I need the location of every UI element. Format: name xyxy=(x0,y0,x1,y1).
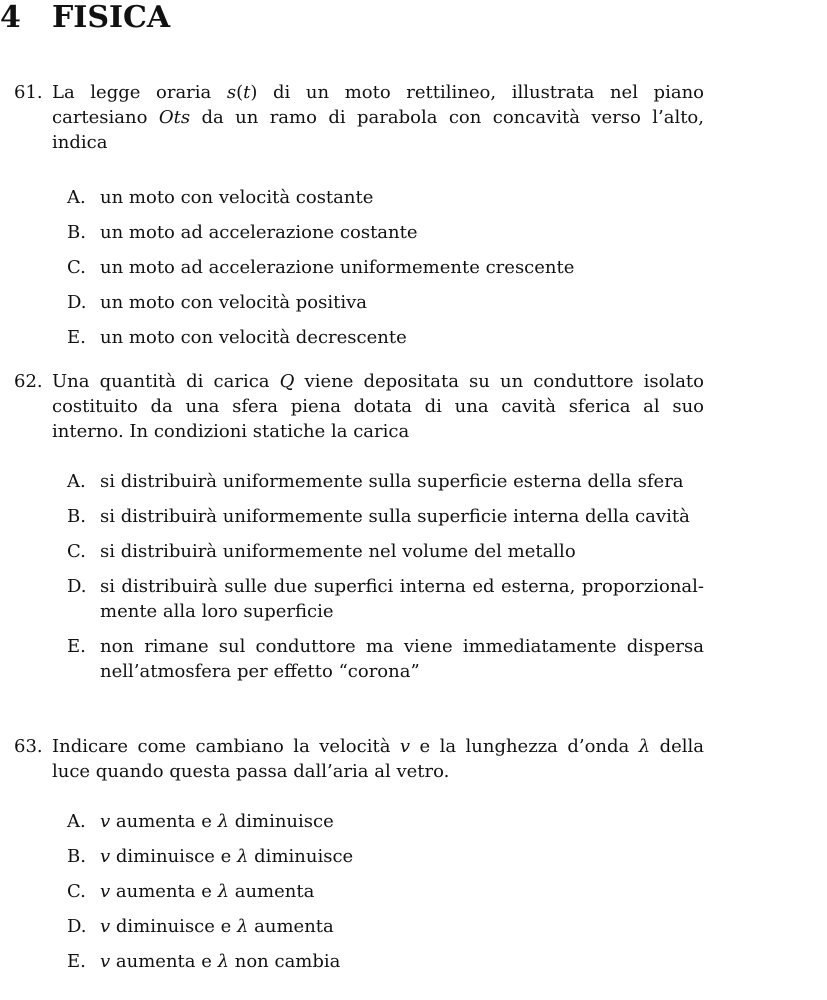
math-symbol: λ xyxy=(237,846,249,867)
option-text: v aumenta e λ diminuisce xyxy=(100,811,334,832)
option-text: v aumenta e λ aumenta xyxy=(100,881,315,902)
option-letter: C. xyxy=(67,257,86,278)
math-symbol: s xyxy=(226,82,237,103)
option-text: v diminuisce e λ diminuisce xyxy=(100,846,354,867)
option-b xyxy=(0,504,704,529)
option-text: si distribuirà uniformemente sulla superficie esterna della sfera xyxy=(100,471,684,492)
option-text: si distribuirà sulle due superfici interna ed esterna, proporzional-mente alla loro superficie xyxy=(100,576,704,622)
option-text: v diminuisce e λ aumenta xyxy=(100,916,334,937)
section-title xyxy=(0,0,170,36)
question-number: 61. xyxy=(14,82,43,103)
option-e xyxy=(0,634,704,684)
question-number: 63. xyxy=(14,736,43,757)
option-letter: B. xyxy=(67,846,86,867)
option-c xyxy=(0,539,704,564)
option-d xyxy=(0,914,704,939)
option-text: un moto ad accelerazione costante xyxy=(100,222,418,243)
math-symbol: Ots xyxy=(158,107,191,128)
question-61 xyxy=(0,80,760,350)
option-letter: D. xyxy=(67,576,87,597)
option-a xyxy=(0,469,704,494)
option-c xyxy=(0,879,704,904)
option-letter: C. xyxy=(67,541,86,562)
question-62 xyxy=(0,369,760,684)
option-text: si distribuirà uniformemente sulla superficie interna della cavità xyxy=(100,506,690,527)
option-e xyxy=(0,949,704,974)
math-symbol: λ xyxy=(217,811,230,832)
option-letter: E. xyxy=(67,636,86,657)
option-text: si distribuirà uniformemente nel volume del metallo xyxy=(100,541,576,562)
option-d xyxy=(0,574,704,624)
option-letter: D. xyxy=(67,916,87,937)
math-symbol: λ xyxy=(217,951,230,972)
question-63 xyxy=(0,734,760,974)
option-text: un moto con velocità positiva xyxy=(100,292,368,313)
option-text: un moto con velocità decrescente xyxy=(100,327,407,348)
option-text: v aumenta e λ non cambia xyxy=(100,951,341,972)
question-number: 62. xyxy=(14,371,43,392)
options-list xyxy=(0,185,760,350)
option-letter: E. xyxy=(67,327,86,348)
question-stem xyxy=(0,734,704,784)
option-text: un moto con velocità costante xyxy=(100,187,374,208)
math-symbol: v xyxy=(100,811,111,832)
option-e xyxy=(0,325,704,350)
option-letter: B. xyxy=(67,222,86,243)
math-symbol: v xyxy=(100,951,111,972)
math-symbol: v xyxy=(100,846,111,867)
math-symbol: Q xyxy=(279,371,295,392)
option-letter: D. xyxy=(67,292,87,313)
math-symbol: λ xyxy=(638,736,651,757)
section-number: 4 xyxy=(0,0,21,35)
option-letter: A. xyxy=(67,471,86,492)
question-text: La legge oraria s(t) di un moto rettilineo, illustrata nel piano cartesiano Ots da un ramo di parabola con concavità verso l’alto, indica xyxy=(52,82,704,153)
option-letter: E. xyxy=(67,951,86,972)
option-letter: B. xyxy=(67,506,86,527)
math-symbol: v xyxy=(100,881,111,902)
option-b xyxy=(0,220,704,245)
options-list xyxy=(0,809,760,974)
section-name: FISICA xyxy=(52,0,171,35)
option-letter: A. xyxy=(67,811,86,832)
option-text: non rimane sul conduttore ma viene immediatamente dispersa nell’atmosfera per effetto “corona” xyxy=(100,636,704,682)
option-d xyxy=(0,290,704,315)
math-symbol: λ xyxy=(237,916,249,937)
math-symbol: λ xyxy=(217,881,230,902)
question-text: Indicare come cambiano la velocità v e la lunghezza d’onda λ della luce quando questa passa dall’aria al vetro. xyxy=(52,736,704,782)
option-a xyxy=(0,809,704,834)
option-letter: A. xyxy=(67,187,86,208)
option-text: un moto ad accelerazione uniformemente crescente xyxy=(100,257,575,278)
option-b xyxy=(0,844,704,869)
math-symbol: t xyxy=(243,82,251,103)
question-stem xyxy=(0,80,704,155)
question-text: Una quantità di carica Q viene depositata su un conduttore isolato costituito da una sfera piena dotata di una cavità sferica al suo interno. In condizioni statiche la carica xyxy=(52,371,704,442)
math-symbol: v xyxy=(100,916,111,937)
option-letter: C. xyxy=(67,881,86,902)
math-symbol: v xyxy=(399,736,411,757)
options-list xyxy=(0,469,760,684)
question-stem xyxy=(0,369,704,444)
option-a xyxy=(0,185,704,210)
option-c xyxy=(0,255,704,280)
